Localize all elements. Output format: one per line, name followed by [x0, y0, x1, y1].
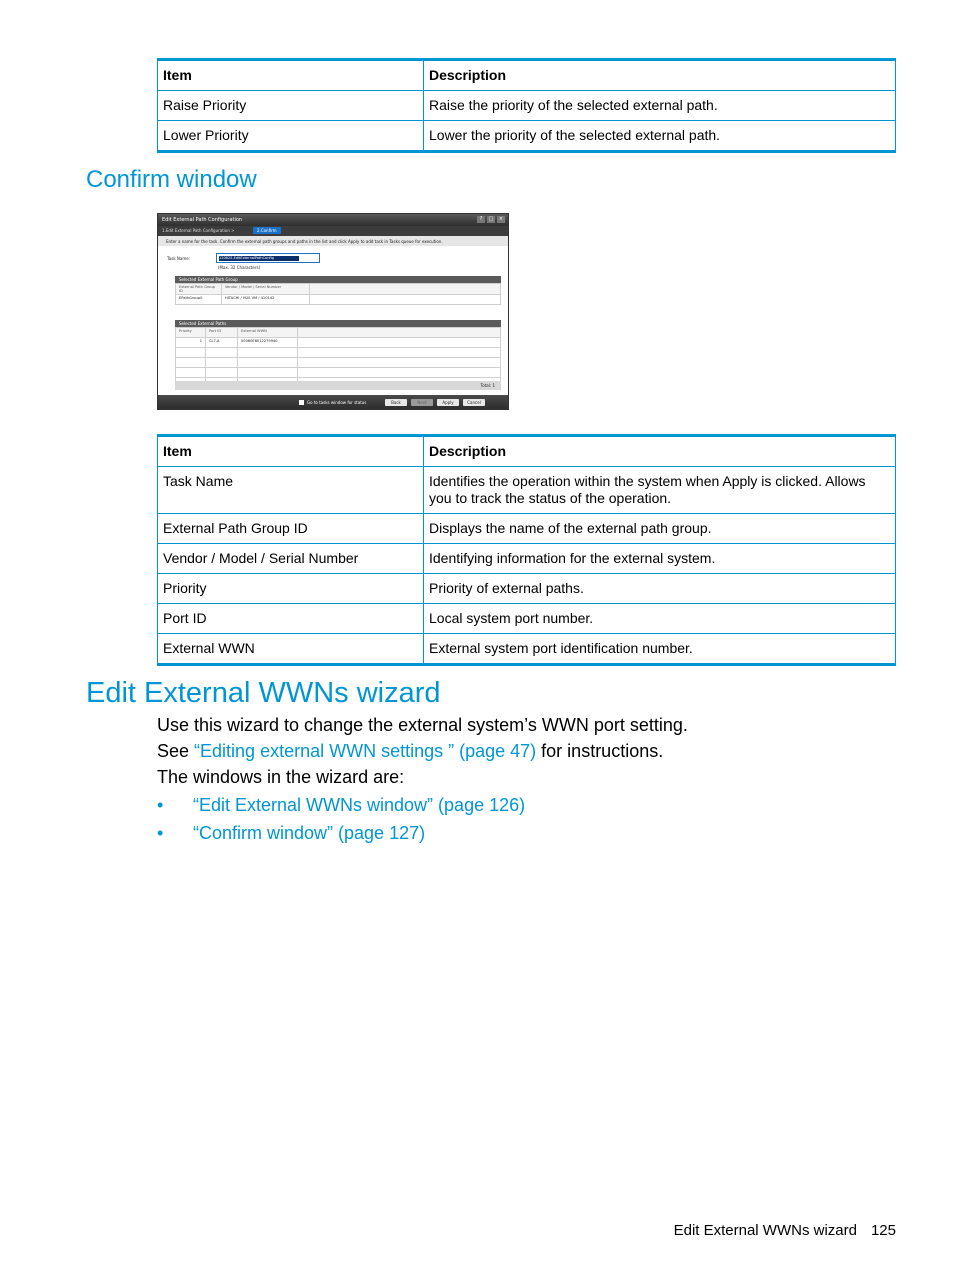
- max-chars-note: (Max. 32 Characters): [218, 265, 261, 270]
- table-header-row: [158, 436, 896, 467]
- cell-description: Identifies the operation within the system when Apply is clicked. Allows you to track the status of the operation.: [424, 467, 896, 514]
- confirm-window-link[interactable]: “Confirm window” (page 127): [193, 823, 426, 843]
- task-name-label: Task Name:: [167, 256, 191, 261]
- cell-item: Port ID: [158, 604, 424, 634]
- cell-item: Raise Priority: [158, 91, 424, 121]
- total-count: Total: 1: [480, 383, 495, 388]
- table-row: [158, 574, 896, 604]
- header-item: Item: [158, 436, 424, 467]
- paths-section-header: Selected External Paths: [175, 320, 501, 327]
- table-row: [158, 514, 896, 544]
- task-name-input[interactable]: [216, 253, 320, 263]
- instruction-bar: [158, 236, 508, 246]
- apply-button[interactable]: Apply: [437, 399, 459, 406]
- group-grid: [175, 283, 501, 305]
- window-bottom-bar: [158, 395, 508, 410]
- help-icon[interactable]: ?: [477, 216, 485, 223]
- cell-item: Lower Priority: [158, 121, 424, 152]
- wizard-heading: Edit External WWNs wizard: [86, 677, 441, 709]
- see-paragraph: See “Editing external WWN settings ” (page 47) for instructions.: [157, 741, 664, 761]
- grid-header: External Path Group ID: [176, 284, 222, 295]
- task-name-value: 120625-EditExternalPathConfig: [219, 256, 299, 261]
- bullet-icon: •: [157, 823, 164, 843]
- page-number: 125: [870, 1222, 896, 1239]
- wizard-steps: [158, 226, 508, 236]
- step-confirm: 2.Confirm: [253, 227, 281, 234]
- cell-description: Local system port number.: [424, 604, 896, 634]
- maximize-icon[interactable]: □: [488, 216, 494, 222]
- table-header-row: [158, 60, 896, 91]
- table-row: [158, 121, 896, 152]
- cell-description: Identifying information for the external system.: [424, 544, 896, 574]
- grid-header: External WWN: [238, 328, 298, 338]
- confirm-window-screenshot: [157, 213, 509, 410]
- close-icon[interactable]: ×: [498, 216, 504, 222]
- edit-wwns-window-link[interactable]: “Edit External WWNs window” (page 126): [193, 795, 526, 815]
- items-table-1: [157, 58, 896, 153]
- table-row: [176, 295, 501, 305]
- cell-description: Raise the priority of the selected external path.: [424, 91, 896, 121]
- instruction-text: Enter a name for the task. Confirm the external path groups and paths in the list and click Apply to add task in Tasks queue for execution.: [166, 239, 443, 244]
- editing-wwn-settings-link[interactable]: “Editing external WWN settings ” (page 47): [194, 741, 537, 761]
- window-titlebar: [158, 214, 508, 226]
- grid-cell: EPathGroup0: [176, 295, 222, 305]
- window-title: Edit External Path Configuration: [162, 217, 243, 223]
- cell-item: Vendor / Model / Serial Number: [158, 544, 424, 574]
- paths-grid: [175, 327, 501, 388]
- table-row: [158, 467, 896, 514]
- table-row: [158, 604, 896, 634]
- table-row: [158, 544, 896, 574]
- cell-item: Priority: [158, 574, 424, 604]
- back-button[interactable]: Back: [385, 399, 407, 406]
- go-to-tasks-label: Go to tasks window for status: [307, 400, 367, 405]
- windows-paragraph: The windows in the wizard are:: [157, 767, 405, 787]
- cell-item: External Path Group ID: [158, 514, 424, 544]
- table-row: [158, 634, 896, 665]
- grid-cell: 1: [176, 338, 206, 348]
- header-description: Description: [424, 60, 896, 91]
- total-bar: [175, 381, 501, 390]
- header-description: Description: [424, 436, 896, 467]
- grid-header: Port ID: [206, 328, 238, 338]
- step-edit: 1.Edit External Path Configuration >: [162, 228, 235, 233]
- cancel-button[interactable]: Cancel: [463, 399, 485, 406]
- grid-header: Priority: [176, 328, 206, 338]
- table-row: [176, 338, 501, 348]
- grid-cell: 50060E8012279940: [238, 338, 298, 348]
- go-to-tasks-checkbox[interactable]: [299, 400, 304, 405]
- header-item: Item: [158, 60, 424, 91]
- bullet-icon: •: [157, 795, 164, 815]
- cell-description: Lower the priority of the selected external path.: [424, 121, 896, 152]
- footer-title: Edit External WWNs wizard: [673, 1222, 857, 1239]
- table-row: [158, 91, 896, 121]
- cell-item: Task Name: [158, 467, 424, 514]
- next-button[interactable]: Next: [411, 399, 433, 406]
- items-table-2: [157, 434, 896, 666]
- cell-description: Priority of external paths.: [424, 574, 896, 604]
- intro-paragraph: Use this wizard to change the external system’s WWN port setting.: [157, 715, 688, 735]
- grid-cell: CL7-A: [206, 338, 238, 348]
- grid-cell: HITACHI / HUS VM / 410142: [222, 295, 310, 305]
- grid-header: Vendor / Model / Serial Number: [222, 284, 310, 295]
- cell-item: External WWN: [158, 634, 424, 665]
- group-section-header: Selected External Path Group: [175, 276, 501, 283]
- cell-description: External system port identification number.: [424, 634, 896, 665]
- cell-description: Displays the name of the external path group.: [424, 514, 896, 544]
- confirm-window-heading: Confirm window: [86, 166, 257, 193]
- page-footer: [674, 1222, 896, 1240]
